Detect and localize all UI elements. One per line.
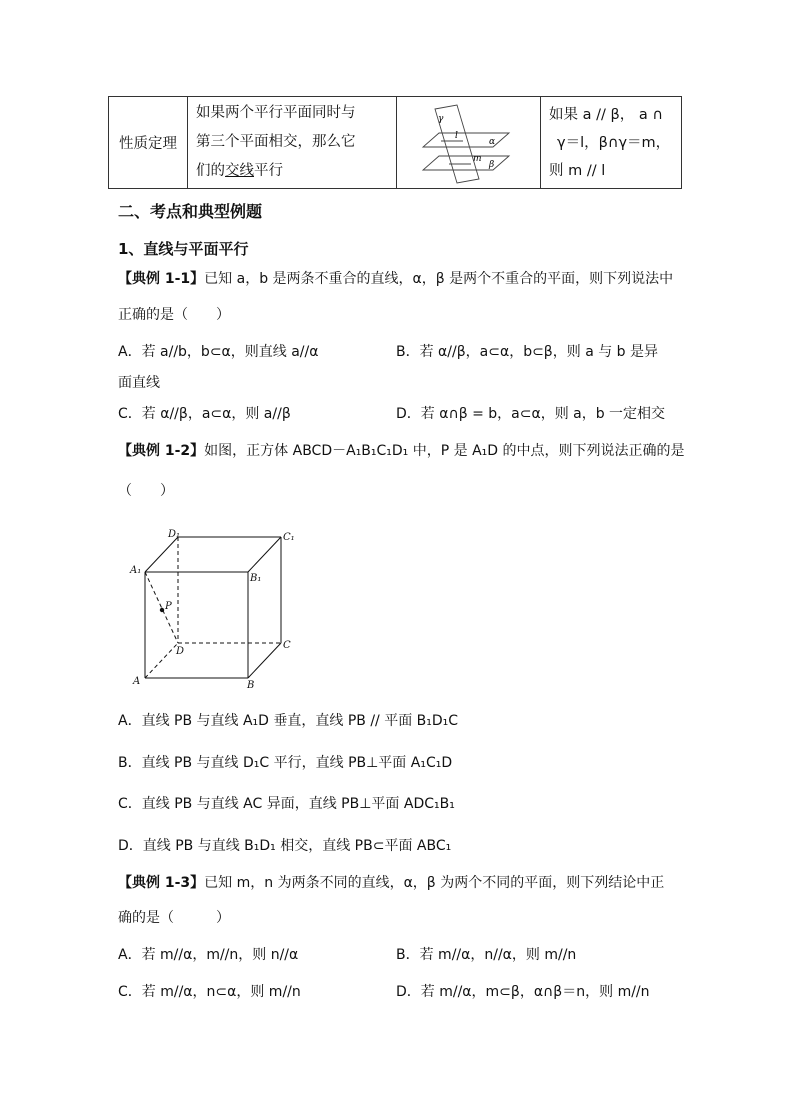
cube-label-a1: A₁ bbox=[130, 565, 142, 576]
fig-label-alpha: α bbox=[489, 137, 496, 147]
ex11-option-b-cont: 面直线 bbox=[118, 375, 160, 391]
cube-label-b: B bbox=[247, 680, 255, 691]
ex13-tag: 【典例 1-3】 bbox=[118, 875, 205, 891]
ex12-stem-line-1 bbox=[118, 441, 685, 461]
fig-label-gamma: γ bbox=[438, 114, 444, 124]
table-description-cell bbox=[188, 97, 397, 189]
ex13-option-c: C．若 m//α，n⊂α，则 m//n bbox=[118, 984, 301, 1000]
ex11-option-d: D．若 α∩β = b，a⊂α，则 a，b 一定相交 bbox=[396, 406, 666, 422]
ex12-option-b: B．直线 PB 与直线 D₁C 平行，直线 PB⊥平面 A₁C₁D bbox=[118, 755, 453, 771]
cube-label-a: A bbox=[133, 676, 141, 687]
desc-line-3 bbox=[196, 157, 396, 186]
desc-line-3-pre: 们的 bbox=[196, 163, 225, 179]
desc-line-3-post: 平行 bbox=[254, 163, 283, 179]
concl-line-1: 如果 a // β， a ∩ bbox=[549, 106, 663, 123]
desc-line-2: 第三个平面相交，那么它 bbox=[196, 134, 356, 150]
ex11-tag: 【典例 1-1】 bbox=[118, 271, 205, 287]
point-p bbox=[160, 608, 164, 612]
desc-line-1: 如果两个平行平面同时与 bbox=[196, 105, 356, 121]
ex11-stem-line-1 bbox=[118, 269, 673, 289]
desc-line-3-underlined: 交线 bbox=[225, 163, 254, 179]
cube-label-p: P bbox=[165, 601, 172, 612]
ex12-option-d: D．直线 PB 与直线 B₁D₁ 相交，直线 PB⊂平面 ABC₁ bbox=[118, 838, 452, 854]
table-figure-cell bbox=[397, 97, 541, 189]
ex12-option-c: C．直线 PB 与直线 AC 异面，直线 PB⊥平面 ADC₁B₁ bbox=[118, 796, 455, 812]
fig-label-l: l bbox=[455, 131, 458, 141]
ex13-stem-line-2: 确的是（ ） bbox=[118, 910, 230, 926]
cube-label-b1: B₁ bbox=[250, 573, 262, 584]
ex11-option-a: A．若 a//b，b⊂α，则直线 a//α bbox=[118, 344, 319, 360]
cube-figure bbox=[124, 520, 304, 695]
ex12-tag: 【典例 1-2】 bbox=[118, 443, 205, 459]
concl-line-2: γ＝l，β∩γ＝m， bbox=[557, 134, 671, 151]
cube-label-d: D bbox=[176, 646, 185, 657]
property-table bbox=[108, 96, 682, 189]
concl-line-3: 则 m // l bbox=[549, 162, 606, 179]
ex11-option-c: C．若 α//β，a⊂α，则 a//β bbox=[118, 406, 291, 422]
cube-label-c: C bbox=[283, 640, 291, 651]
fig-label-m: m bbox=[473, 154, 482, 164]
ex13-option-a: A．若 m//α，m//n，则 n//α bbox=[118, 947, 299, 963]
ex12-stem-1: 如图，正方体 ABCD－A₁B₁C₁D₁ 中，P 是 A₁D 的中点，则下列说法正确的是 bbox=[204, 443, 685, 459]
cube-label-c1: C₁ bbox=[283, 532, 295, 543]
ex13-option-b: B．若 m//α，n//α，则 m//n bbox=[396, 947, 577, 963]
cube-label-d1: D₁ bbox=[168, 529, 181, 540]
ex13-stem-1: 已知 m，n 为两条不同的直线，α，β 为两个不同的平面，则下列结论中正 bbox=[204, 875, 665, 891]
ex11-option-b: B．若 α//β，a⊂α，b⊂β，则 a 与 b 是异 bbox=[396, 344, 659, 360]
ex13-stem-line-1 bbox=[118, 873, 664, 893]
ex12-stem-line-2: （ ） bbox=[118, 483, 174, 499]
section-title: 二、考点和典型例题 bbox=[118, 202, 263, 221]
fig-label-beta: β bbox=[489, 160, 495, 170]
ex12-option-a: A．直线 PB 与直线 A₁D 垂直，直线 PB // 平面 B₁D₁C bbox=[118, 713, 459, 729]
ex11-stem-1: 已知 a，b 是两条不重合的直线，α，β 是两个不重合的平面，则下列说法中 bbox=[204, 271, 674, 287]
table-conclusion-cell bbox=[541, 97, 682, 189]
subsection-title: 1、直线与平面平行 bbox=[118, 240, 249, 258]
ex11-stem-line-2: 正确的是（ ） bbox=[118, 307, 230, 323]
ex13-option-d: D．若 m//α，m⊂β，α∩β＝n，则 m//n bbox=[396, 984, 650, 1000]
table-label: 性质定理 bbox=[119, 136, 177, 152]
table-label-cell bbox=[109, 97, 188, 189]
planes-figure bbox=[397, 97, 540, 188]
